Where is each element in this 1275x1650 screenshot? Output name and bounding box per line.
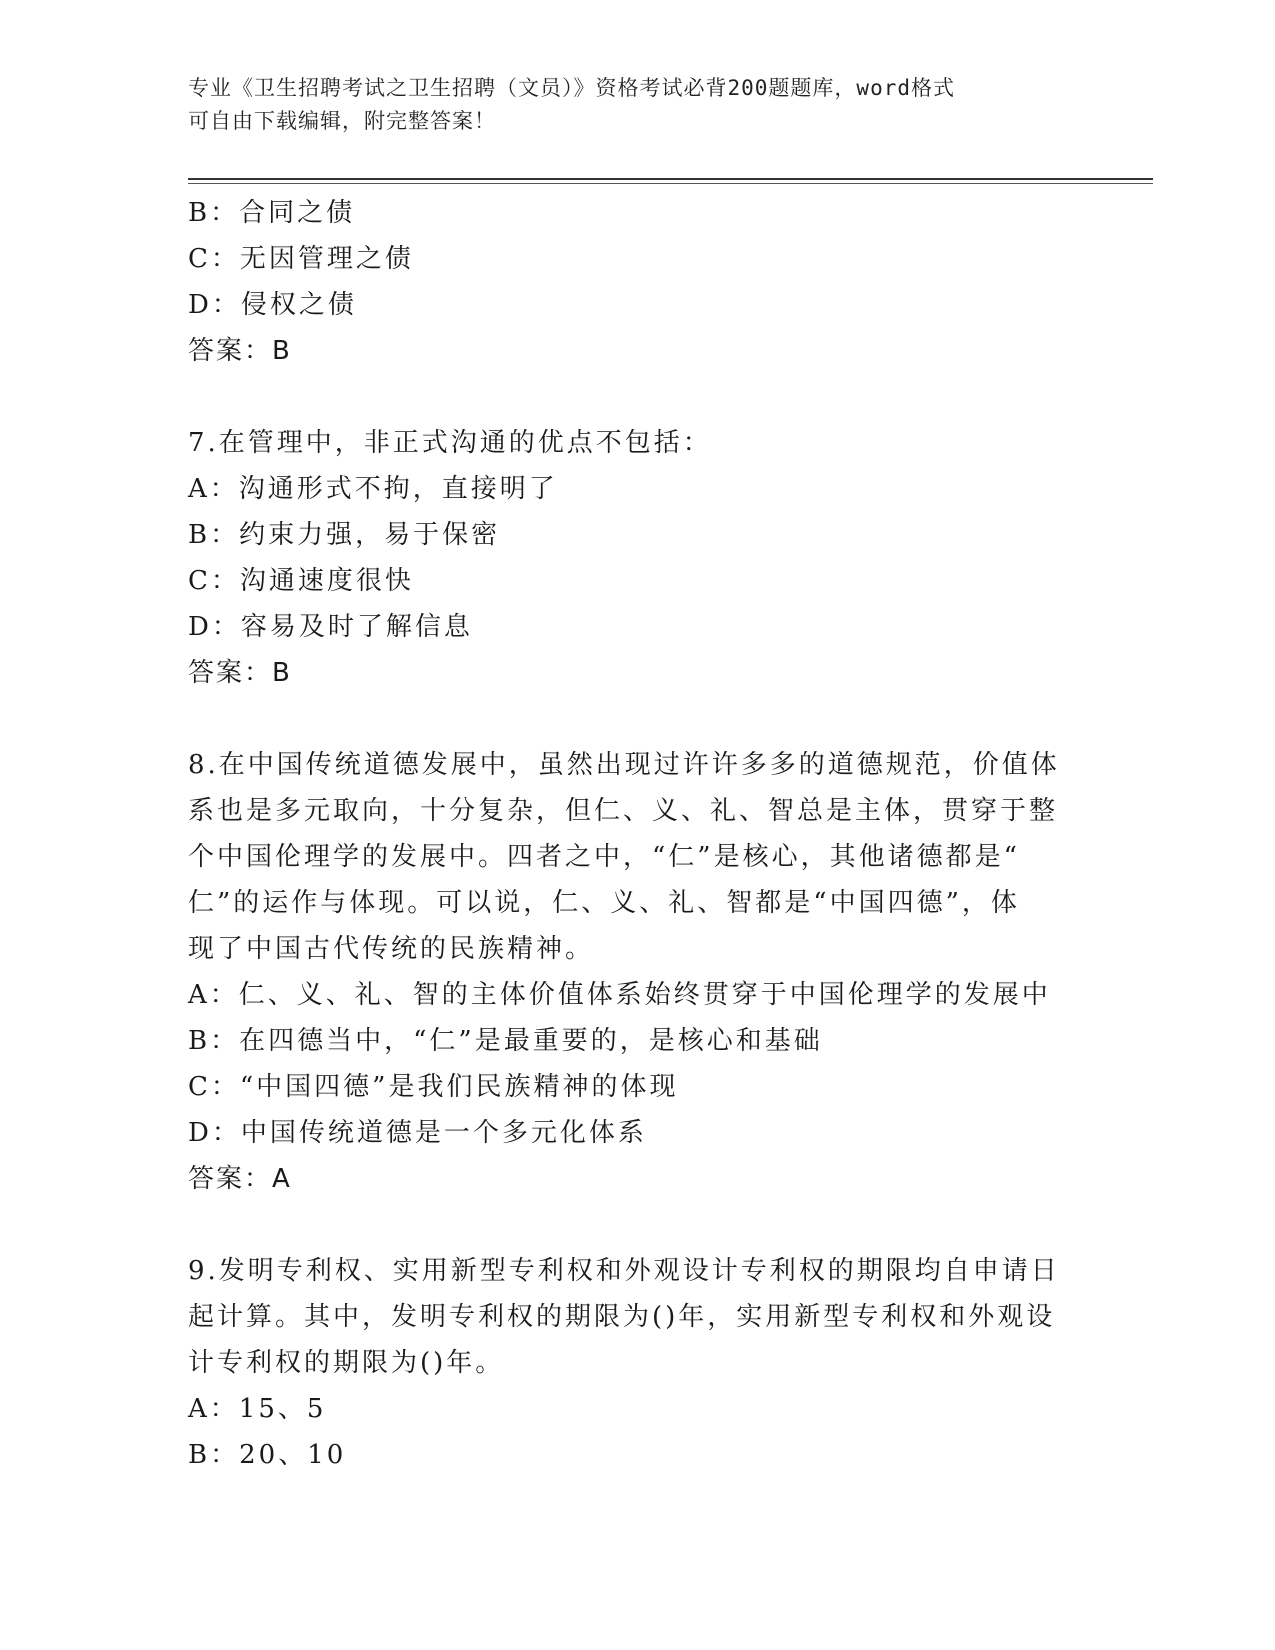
question-6 bbox=[188, 190, 1088, 374]
option-c: C：沟通速度很快 bbox=[188, 566, 414, 596]
header-rule-thick bbox=[188, 178, 1153, 180]
spacer bbox=[188, 1202, 1088, 1248]
question-stem-line-1: 9.发明专利权、实用新型专利权和外观设计专利权的期限均自申请日 bbox=[188, 1256, 1060, 1286]
option-a: A：沟通形式不拘，直接明了 bbox=[188, 474, 558, 504]
answer-line: 答案：A bbox=[188, 1164, 292, 1194]
question-stem-line-4: 仁”的运作与体现。可以说，仁、义、礼、智都是“中国四德”，体 bbox=[188, 888, 1020, 918]
option-d: D：容易及时了解信息 bbox=[188, 612, 473, 642]
spacer bbox=[188, 374, 1088, 420]
spacer bbox=[188, 696, 1088, 742]
answer-line: 答案：B bbox=[188, 658, 292, 688]
question-8 bbox=[188, 742, 1088, 1202]
option-b: B：合同之债 bbox=[188, 198, 356, 228]
answer-line: 答案：B bbox=[188, 336, 292, 366]
option-d: D：中国传统道德是一个多元化体系 bbox=[188, 1118, 647, 1148]
option-b: B：20、10 bbox=[188, 1440, 347, 1470]
document-header bbox=[188, 72, 1088, 138]
question-stem-line-1: 8.在中国传统道德发展中，虽然出现过许许多多的道德规范，价值体 bbox=[188, 750, 1060, 780]
question-stem-line-3: 计专利权的期限为()年。 bbox=[188, 1348, 505, 1378]
header-rule-thin bbox=[188, 183, 1153, 184]
question-stem: 7.在管理中，非正式沟通的优点不包括： bbox=[188, 428, 712, 458]
question-7 bbox=[188, 420, 1088, 696]
option-a: A：仁、义、礼、智的主体价值体系始终贯穿于中国伦理学的发展中 bbox=[188, 980, 1051, 1010]
question-stem-line-3: 个中国伦理学的发展中。四者之中，“仁”是核心，其他诸德都是“ bbox=[188, 842, 1020, 872]
option-b: B：约束力强，易于保密 bbox=[188, 520, 501, 550]
question-stem-line-5: 现了中国古代传统的民族精神。 bbox=[188, 934, 595, 964]
header-line-1: 专业《卫生招聘考试之卫生招聘（文员）》资格考试必背200题题库，word格式 bbox=[188, 76, 955, 100]
option-c: C：无因管理之债 bbox=[188, 244, 414, 274]
option-d: D：侵权之债 bbox=[188, 290, 357, 320]
option-b: B：在四德当中，“仁”是最重要的，是核心和基础 bbox=[188, 1026, 823, 1056]
question-stem-line-2: 起计算。其中，发明专利权的期限为()年，实用新型专利权和外观设 bbox=[188, 1302, 1056, 1332]
question-9 bbox=[188, 1248, 1088, 1478]
header-line-2: 可自由下载编辑，附完整答案！ bbox=[188, 109, 496, 133]
option-a: A：15、5 bbox=[188, 1394, 327, 1424]
document-body bbox=[188, 190, 1088, 1478]
option-c: C：“中国四德”是我们民族精神的体现 bbox=[188, 1072, 679, 1102]
question-stem-line-2: 系也是多元取向，十分复杂，但仁、义、礼、智总是主体，贯穿于整 bbox=[188, 796, 1059, 826]
